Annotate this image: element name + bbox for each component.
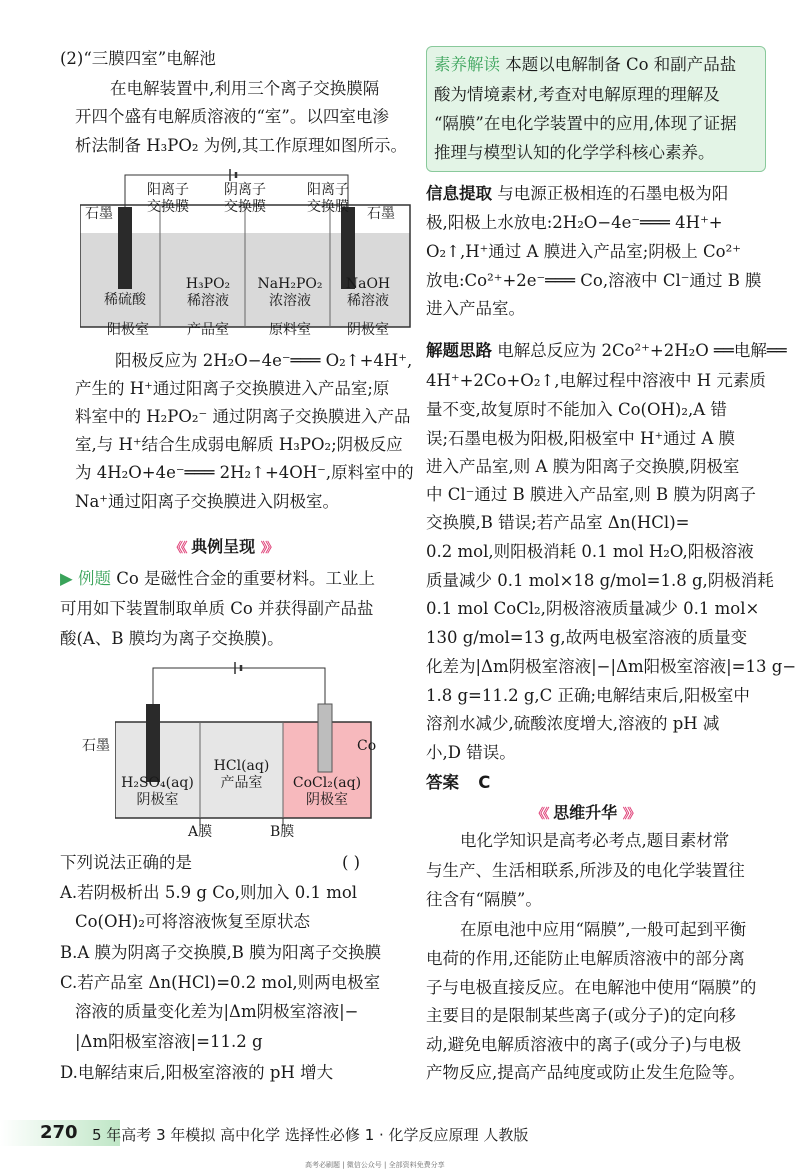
summary-line-2: 与生产、生活相联系,所涉及的电化学装置往 xyxy=(426,861,745,880)
co-label: Co xyxy=(357,738,377,754)
circuit-wire xyxy=(153,668,325,704)
membrane-label-2: 阴离子 交换膜 xyxy=(224,182,266,215)
section-heading: (2)“三膜四室”电解池 xyxy=(60,49,216,68)
room-label-2: 产品室 xyxy=(187,322,229,338)
summary-line-7: 主要目的是限制某些离子(或分子)的定向移 xyxy=(426,1006,736,1025)
membrane-label-1: 阳离子 交换膜 xyxy=(147,182,189,215)
example-line-1: Co 是磁性合金的重要材料。工业上 xyxy=(116,569,376,588)
idea-line-2: 4H⁺+2Co+O₂↑,电解过程中溶液中 H 元素质 xyxy=(426,371,766,390)
solution-label-3: NaH₂PO₂ 浓溶液 xyxy=(257,276,323,309)
summary-banner-text: 思维升华 xyxy=(553,803,618,822)
summary-line-4: 在原电池中应用“隔膜”,一般可起到平衡 xyxy=(460,920,747,939)
explain-line-2: 产生的 H⁺通过阳离子交换膜进入产品室;原 xyxy=(75,379,390,398)
example-banner-text: 典例呈现 xyxy=(191,537,256,556)
room-label-1: 阳极室 xyxy=(107,322,149,338)
summary-line-9: 产物反应,提高产品纯度或防止发生危险等。 xyxy=(426,1063,745,1082)
info-tag: 信息提取 xyxy=(426,184,492,203)
option-a-line-2: Co(OH)₂可将溶液恢复至原状态 xyxy=(75,912,310,931)
literacy-tag: 素养解读 xyxy=(434,55,500,74)
intro-line-3: 析法制备 H₃PO₂ 为例,其工作原理如图所示。 xyxy=(75,136,407,155)
option-c-line-2: 溶液的质量变化差为|Δm阴极室溶液|− xyxy=(75,1002,359,1021)
literacy-line-1: 本题以电解制备 Co 和副产品盐 xyxy=(505,55,737,74)
answer-value: C xyxy=(478,773,491,792)
example-banner xyxy=(170,534,276,557)
cell-label-2: HCl(aq) 产品室 xyxy=(213,758,270,791)
idea-first-line xyxy=(426,340,787,362)
example-line-3: 酸(A、B 膜均为离子交换膜)。 xyxy=(60,629,284,648)
option-d: D.电解结束后,阳极室溶液的 pH 增大 xyxy=(60,1063,334,1082)
literacy-line-3: “隔膜”在电化学装置中的应用,体现了证据 xyxy=(434,114,737,133)
membrane-label-3: 阳离子 交换膜 xyxy=(307,182,349,215)
literacy-first-line xyxy=(434,54,736,76)
explain-line-1: 阳极反应为 2H₂O−4e⁻═══ O₂↑+4H⁺, xyxy=(115,351,413,370)
info-first-line xyxy=(426,183,728,205)
graphite-label-right: 石墨 xyxy=(367,206,395,222)
summary-banner xyxy=(532,800,638,823)
option-b: B.A 膜为阴离子交换膜,B 膜为阳离子交换膜 xyxy=(60,943,382,962)
literacy-line-4: 推理与模型认知的化学学科核心素养。 xyxy=(434,143,715,162)
room-label-4: 阴极室 xyxy=(347,322,389,338)
summary-line-8: 动,避免电解质溶液中的离子(或分子)与电极 xyxy=(426,1035,742,1054)
book-title: 5 年高考 3 年模拟 高中化学 选择性必修 1 · 化学反应原理 人教版 xyxy=(92,1126,529,1144)
option-a-line-1: A.若阴极析出 5.9 g Co,则加入 0.1 mol xyxy=(60,883,358,902)
intro-line-1: 在电解装置中,利用三个离子交换膜隔 xyxy=(110,79,380,98)
idea-line-12: 化差为|Δm阴极室溶液|−|Δm阳极室溶液|=13 g− xyxy=(426,657,797,676)
option-c-line-3: |Δm阳极室溶液|=11.2 g xyxy=(75,1032,263,1051)
explain-line-3: 料室中的 H₂PO₂⁻ 通过阴离子交换膜进入产品 xyxy=(75,407,411,426)
idea-line-10: 0.1 mol CoCl₂,阴极溶液质量减少 0.1 mol× xyxy=(426,599,760,618)
answer-paren: ( ) xyxy=(342,853,361,872)
literacy-line-2: 酸为情境素材,考查对电解原理的理解及 xyxy=(434,85,720,104)
idea-line-7: 交换膜,B 错误;若产品室 Δn(HCl)= xyxy=(426,513,690,532)
summary-line-1: 电化学知识是高考必考点,题目素材常 xyxy=(460,831,730,850)
chevron-right-icon: 》》 xyxy=(260,541,277,556)
idea-line-14: 溶剂水减少,硫酸浓度增大,溶液的 pH 减 xyxy=(426,714,720,733)
idea-line-11: 130 g/mol=13 g,故两电极室溶液的质量变 xyxy=(426,628,748,647)
info-line-4: 放电:Co²⁺+2e⁻═══ Co,溶液中 Cl⁻通过 B 膜 xyxy=(426,271,762,290)
graphite-electrode-left xyxy=(118,207,132,289)
summary-line-5: 电荷的作用,还能防止电解质溶液中的部分离 xyxy=(426,949,745,968)
answer-line xyxy=(426,772,490,794)
solution-label-2: H₃PO₂ 稀溶液 xyxy=(185,276,231,309)
idea-line-5: 进入产品室,则 A 膜为阳离子交换膜,阴极室 xyxy=(426,457,740,476)
info-line-2: 极,阳极上水放电:2H₂O−4e⁻═══ 4H⁺+ xyxy=(426,213,723,232)
graphite-label-left: 石墨 xyxy=(85,206,113,222)
page-number: 270 xyxy=(40,1122,78,1143)
explain-line-5: 为 4H₂O+4e⁻═══ 2H₂↑+4OH⁻,原料室中的 xyxy=(75,463,414,482)
chevron-right-icon: 》》 xyxy=(622,807,639,822)
idea-line-1: 电解总反应为 2Co²⁺+2H₂O ══电解══ xyxy=(497,341,787,360)
idea-tag: 解题思路 xyxy=(426,341,492,360)
example-line-2: 可用如下装置制取单质 Co 并获得副产品盐 xyxy=(60,599,374,618)
graphite-label: 石墨 xyxy=(82,738,110,754)
info-line-3: O₂↑,H⁺通过 A 膜进入产品室;阴极上 Co²⁺ xyxy=(426,242,741,261)
watermark: 高考必刷题 | 微信公众号 | 全部资料免费分享 xyxy=(305,1161,445,1169)
example-first-line xyxy=(60,568,375,590)
membrane-b-label: B膜 xyxy=(270,824,295,840)
explain-line-6: Na⁺通过阳离子交换膜进入阴极室。 xyxy=(75,492,339,511)
info-line-1: 与电源正极相连的石墨电极为阳 xyxy=(497,184,729,203)
idea-line-13: 1.8 g=11.2 g,C 正确;电解结束后,阳极室中 xyxy=(426,686,750,705)
membrane-a-label: A膜 xyxy=(188,824,213,840)
info-line-5: 进入产品室。 xyxy=(426,299,525,318)
option-c-line-1: C.若产品室 Δn(HCl)=0.2 mol,则两电极室 xyxy=(60,973,381,992)
solution-label-1: 稀硫酸 xyxy=(104,292,146,308)
chevron-left-icon: 《《 xyxy=(170,541,186,556)
idea-line-9: 质量减少 0.1 mol×18 g/mol=1.8 g,阴极消耗 xyxy=(426,571,774,590)
idea-line-15: 小,D 错误。 xyxy=(426,743,516,762)
intro-line-2: 开四个盛有电解质溶液的“室”。以四室电渗 xyxy=(75,107,389,126)
example-tag: 例题 xyxy=(77,569,111,588)
explain-line-4: 室,与 H⁺结合生成弱电解质 H₃PO₂;阴极反应 xyxy=(75,435,403,454)
page-footer xyxy=(0,1120,800,1146)
idea-line-4: 误;石墨电极为阳极,阳极室中 H⁺通过 A 膜 xyxy=(426,429,736,448)
solution-label-4: NaOH 稀溶液 xyxy=(345,276,391,309)
idea-line-3: 量不变,故复原时不能加入 Co(OH)₂,A 错 xyxy=(426,400,727,419)
chevron-left-icon: 《《 xyxy=(532,807,548,822)
cell-label-3: CoCl₂(aq) 阴极室 xyxy=(292,775,362,808)
graphite-electrode xyxy=(146,704,160,782)
question-stem: 下列说法正确的是 xyxy=(60,853,192,872)
summary-line-6: 子与电极直接反应。在电解池中使用“隔膜”的 xyxy=(426,978,757,997)
summary-line-3: 往含有“隔膜”。 xyxy=(426,890,542,909)
co-electrode xyxy=(318,704,332,772)
idea-line-6: 中 Cl⁻通过 B 膜进入产品室,则 B 膜为阴离子 xyxy=(426,485,756,504)
room-label-3: 原料室 xyxy=(269,322,311,338)
idea-line-8: 0.2 mol,则阳极消耗 0.1 mol H₂O,阳极溶液 xyxy=(426,542,754,561)
play-arrow-icon: ▶ xyxy=(60,569,73,588)
answer-label: 答案 xyxy=(426,773,459,792)
cell-label-1: H₂SO₄(aq) 阴极室 xyxy=(121,775,194,808)
